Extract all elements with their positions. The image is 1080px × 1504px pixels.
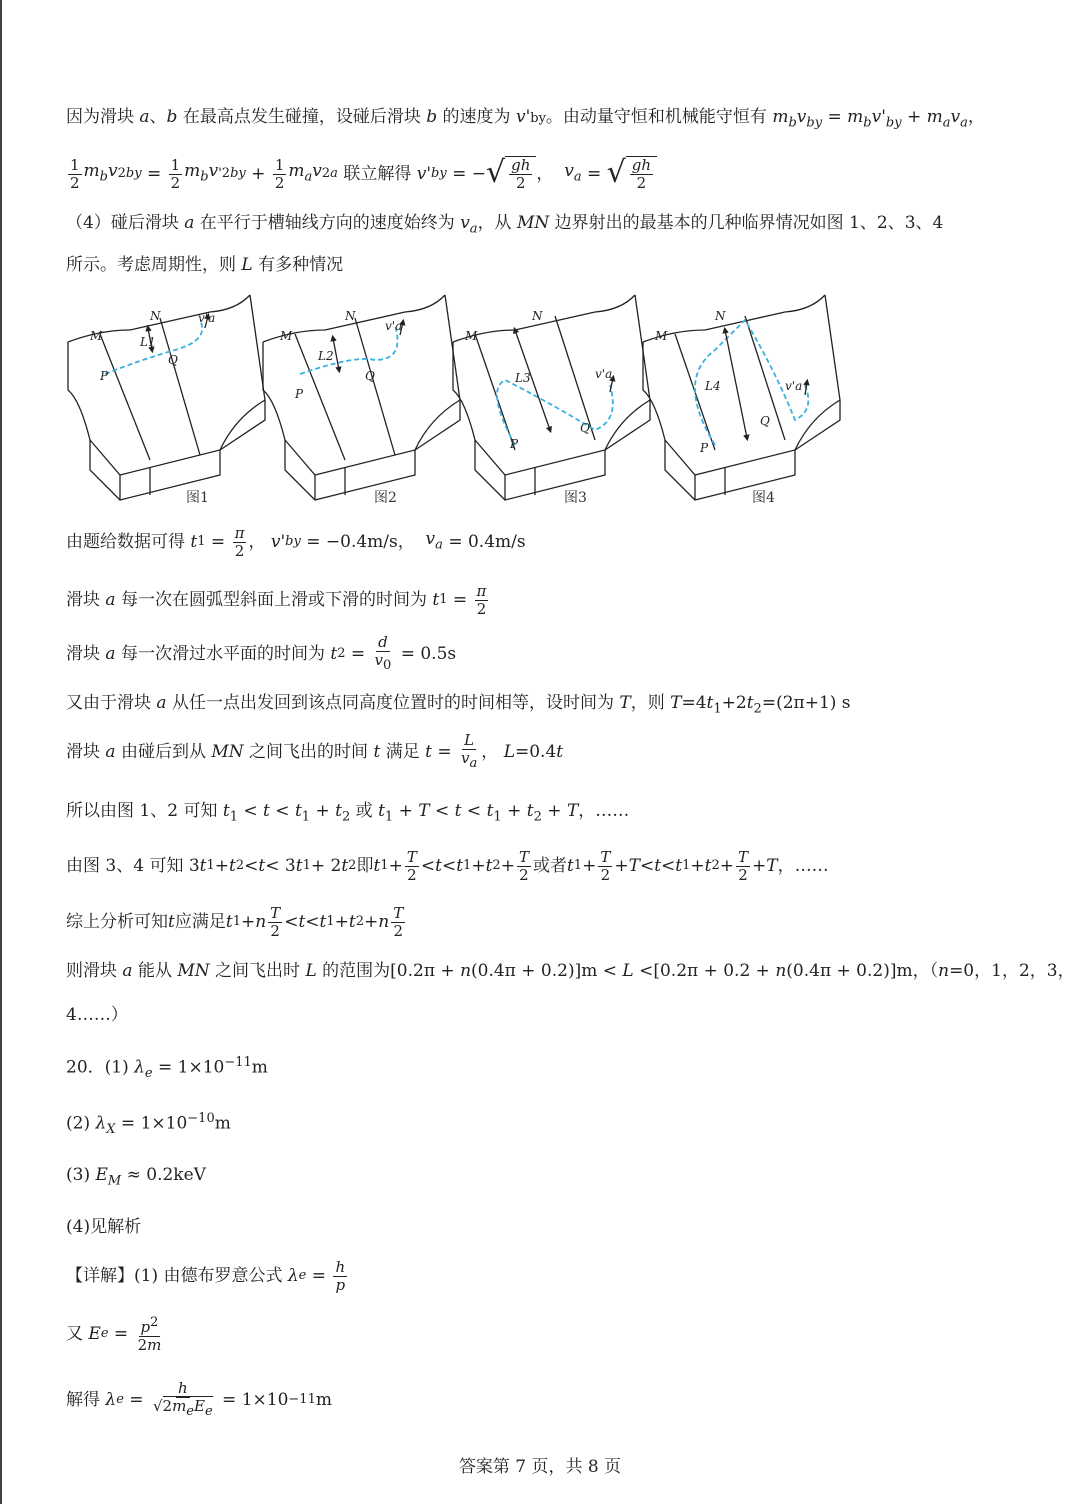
fig1-label-Q: Q [168,353,178,367]
text-line-t2: 滑块 a 每一次滑过水平面的时间为 t 2 = $\frac{d}{v_0}$ = 0.5s [66,633,457,673]
figure-caption-4: 图4 [752,490,775,506]
figure-1 [68,295,265,500]
text-line-range-cont: 4……） [66,1005,128,1025]
fig1-label-P: P [100,369,109,383]
figure-3 [453,295,650,500]
text-line-energy: $\frac{1}{2}$ $m_bv$ 2 by = $\frac{1}{2}$ $m_bv$ '2 by + $\frac{1}{2}$ $m_av$ 2 a 联立解得 v ' by = − √ $\frac{gh}{2}$ ， $v_a$ = √ $\frac{gh}{2}$ [66,148,1040,200]
fig4-label-N: N [715,309,726,323]
text-collision-intro: 因为滑块 a、b 在最高点发生碰撞，设碰后滑块 b 的速度为 v'by。由动量守恒和机械能守恒有 $m_bv_{by} = m_bv'_{by} + m_av_a$， [66,107,985,131]
fig3-label-L3: L3 [515,371,531,385]
answer-20-3: (3) $E_M \approx 0.2keV$ [66,1165,206,1189]
text-line-time-t: 滑块 a 由碰后到从 MN 之间飞出的时间 t 满足 t = $\frac{L}{v_a}$ ， L =0.4 t [66,731,564,771]
fig3-label-Q: Q [580,421,590,435]
fig1-label-va: v'a [198,311,216,325]
fig4-label-M: M [655,329,668,343]
text-line-collision [66,104,1040,136]
detail-result: 解得 λ e = $\frac{h}{√2m_eE_e}$ = 1×10 −11 m [66,1379,332,1419]
text-line-fig34: 由图 3、4 可知 3 t 1 + t 2 < t < 3 t 1 + 2 t 2 即 t 1 + $\frac{T}{2}$ < t < t 1 + t 2 + $\frac{T}{2}$ 或者 t 1 + $\frac{T}{2}$ + T < t < t 1 + t 2 + $\frac{T}{2}$ + T ，…… [66,847,829,884]
answer-20-1: 20．(1) $\lambda_e = 1\times 10^{-11}m$ [66,1055,268,1082]
fig3-label-va: v'a [595,367,613,381]
fig2-label-N: N [345,309,356,323]
text-line-general: 综上分析可知 t 应满足 t 1 + n $\frac{T}{2}$ < t < t 1 + t 2 + n $\frac{T}{2}$ [66,903,404,940]
fig3-label-N: N [532,309,543,323]
fig4-label-P: P [700,441,709,455]
detail-energy: 又 E e = $\frac{p^2}{2m}$ [66,1315,162,1354]
trough-figures [60,290,1030,510]
answer-20-2: (2) $\lambda_X = 1\times 10^{-10}m$ [66,1111,231,1138]
fig1-label-L1: L1 [140,335,156,349]
fig2-label-M: M [280,329,293,343]
page-footer: 答案第 7 页，共 8 页 [458,1457,622,1477]
figure-2 [263,295,460,500]
fig4-label-va: v'a [785,379,803,393]
text-line-fig12: 所以由图 1、2 可知 $t_1 < t < t_1 + t_2$ 或 $t_1 + T < t < t_1 + t_2 + T$，…… [66,801,630,825]
fig3-label-P: P [510,437,519,451]
detail-de-broglie: 【详解】(1) 由德布罗意公式 λ e = $\frac{h}{p}$ [66,1257,346,1294]
figure-caption-2: 图2 [374,490,397,506]
fig2-label-P: P [295,387,304,401]
fig4-label-L4: L4 [705,379,721,393]
text-line-given-data: 由题给数据可得 t 1 = $\frac{\pi}{2}$ ， v ' by = −0.4m/s， $v_a$ = 0.4m/s [66,523,526,560]
fig1-label-M: M [90,329,103,343]
answer-20-4: (4)见解析 [66,1217,142,1237]
text-line-t1: 滑块 a 每一次在圆弧型斜面上滑或下滑的时间为 t 1 = $\frac{\pi}{2}$ [66,581,487,618]
text-line-range: 则滑块 a 能从 MN 之间飞出时 L 的范围为[0.2π + n(0.4π + 0.2)]m < L <[0.2π + 0.2 + n(0.4π + 0.2)]m，（n=0，1，2，3， [66,961,1075,981]
page-left-border [0,0,2,1504]
figure-caption-3: 图3 [564,490,587,506]
fig1-label-N: N [150,309,161,323]
fig2-label-Q: Q [365,369,375,383]
figure-4 [643,295,840,500]
fig2-label-va: v'a [385,319,403,333]
fig3-label-M: M [465,329,478,343]
text-line-part4: （4）碰后滑块 a 在平行于槽轴线方向的速度始终为 $v_a$，从 MN 边界射出的最基本的几种临界情况如图 1、2、3、4 [66,213,944,237]
fig4-label-Q: Q [760,414,770,428]
text-line-period: 又由于滑块 a 从任一点出发回到该点同高度位置时的时间相等，设时间为 T，则 $T=4t_1+2t_2=(2\pi+1)$ s [66,693,851,717]
figure-caption-1: 图1 [186,490,209,506]
fig2-label-L2: L2 [318,349,334,363]
text-line-periodic: 所示。考虑周期性，则 L 有多种情况 [66,255,344,275]
